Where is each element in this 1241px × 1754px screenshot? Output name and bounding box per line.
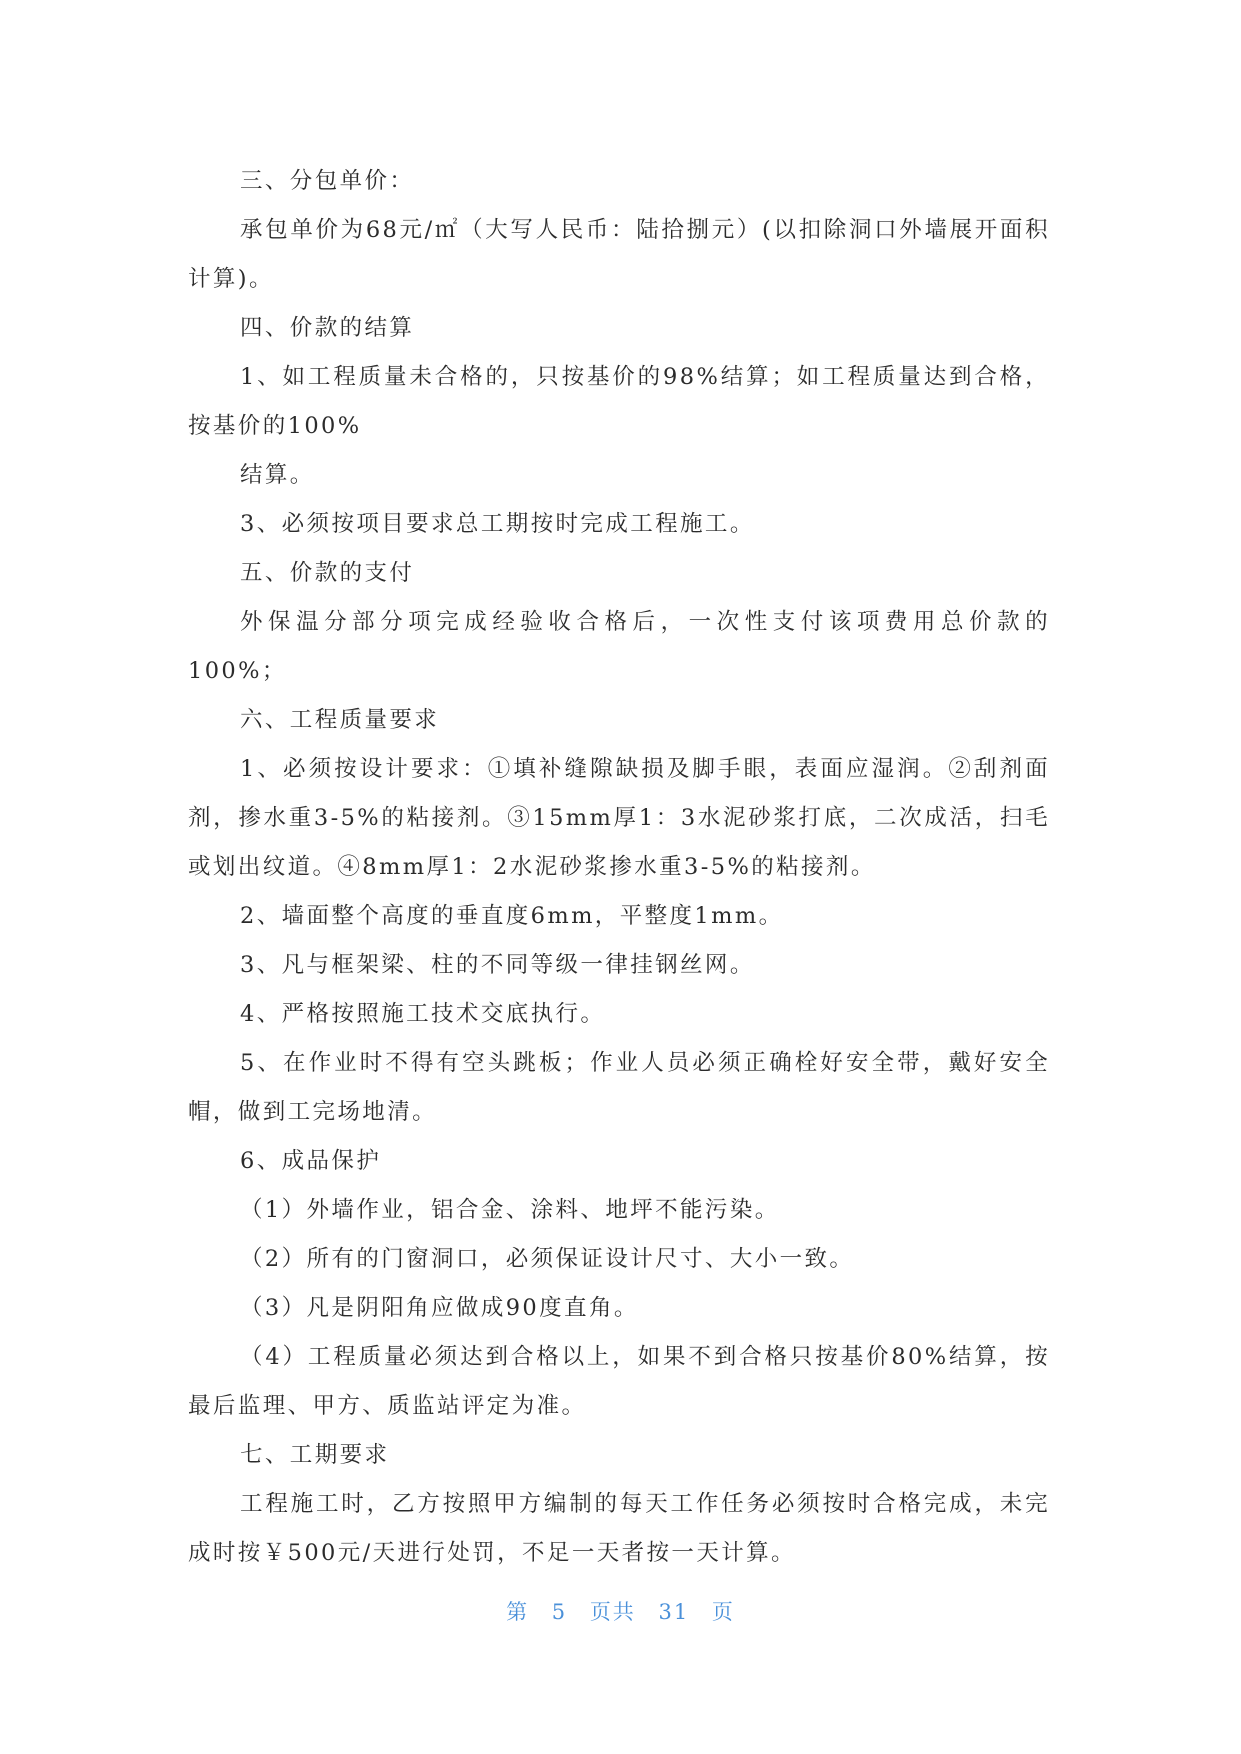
paragraph-section-3-heading: 三、分包单价：: [240, 168, 415, 194]
paragraph-protection-4: （4）工程质量必须达到合格以上，如果不到合格只按基价80%结算，按最后监理、甲方、质监站评定为准。: [188, 1344, 1050, 1419]
paragraph-settlement-3: 3、必须按项目要求总工期按时完成工程施工。: [240, 511, 755, 537]
footer-suffix: 页: [711, 1600, 735, 1624]
document-body: [188, 157, 1050, 1578]
paragraph-protection-2: （2）所有的门窗洞口，必须保证设计尺寸、大小一致。: [240, 1246, 855, 1272]
footer-middle: 页共: [589, 1600, 636, 1624]
footer-current-page: 5: [551, 1600, 568, 1624]
paragraph-quality-1: 1、必须按设计要求：①填补缝隙缺损及脚手眼，表面应湿润。②刮剂面剂，掺水重3-5%的粘接剂。③15mm厚1：3水泥砂浆打底，二次成活，扫毛或划出纹道。④8mm厚1：2水泥砂浆掺水重3-5%的粘接剂。: [188, 756, 1050, 880]
paragraph-protection-3: （3）凡是阴阳角应做成90度直角。: [240, 1295, 639, 1321]
paragraph-quality-5: 5、在作业时不得有空头跳板；作业人员必须正确栓好安全带，戴好安全帽，做到工完场地清。: [188, 1050, 1050, 1125]
footer-prefix: 第: [506, 1600, 530, 1624]
paragraph-unit-price: 承包单价为68元/㎡（大写人民币：陆拾捌元）(以扣除洞口外墙展开面积计算)。: [188, 217, 1050, 292]
paragraph-quality-2: 2、墙面整个高度的垂直度6mm，平整度1mm。: [240, 903, 784, 929]
paragraph-quality-3: 3、凡与框架梁、柱的不同等级一律挂钢丝网。: [240, 952, 755, 978]
paragraph-payment: 外保温分部分项完成经验收合格后，一次性支付该项费用总价款的100%；: [188, 609, 1050, 684]
paragraph-settlement-end: 结算。: [240, 462, 315, 488]
paragraph-quality-6: 6、成品保护: [240, 1148, 382, 1174]
paragraph-section-6-heading: 六、工程质量要求: [240, 707, 440, 733]
page-footer: [0, 1596, 1241, 1626]
paragraph-protection-1: （1）外墙作业，铝合金、涂料、地坪不能污染。: [240, 1197, 780, 1223]
paragraph-section-4-heading: 四、价款的结算: [240, 315, 415, 341]
paragraph-settlement-1: 1、如工程质量未合格的，只按基价的98%结算；如工程质量达到合格，按基价的100%: [188, 364, 1050, 439]
paragraph-section-5-heading: 五、价款的支付: [240, 560, 415, 586]
paragraph-section-7-heading: 七、工期要求: [240, 1442, 390, 1468]
paragraph-schedule: 工程施工时，乙方按照甲方编制的每天工作任务必须按时合格完成，未完成时按￥500元/天进行处罚，不足一天者按一天计算。: [188, 1491, 1050, 1566]
footer-total-pages: 31: [658, 1600, 690, 1624]
paragraph-quality-4: 4、严格按照施工技术交底执行。: [240, 1001, 606, 1027]
